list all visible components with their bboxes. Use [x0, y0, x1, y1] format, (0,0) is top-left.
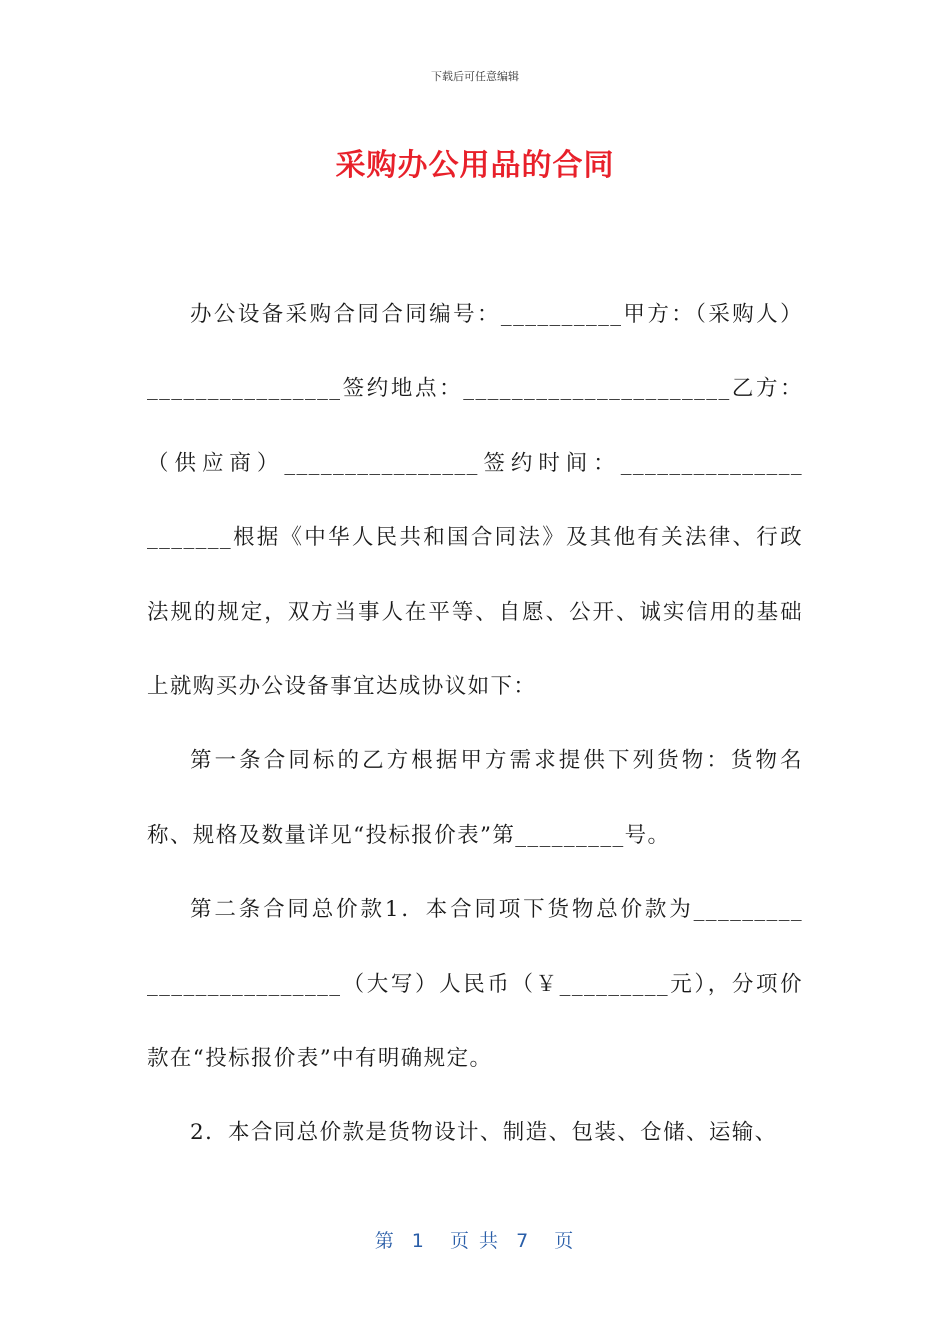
paragraph-article-2: 第二条合同总价款1．本合同项下货物总价款为_________ ________________（大写）人民币（￥_________元），分项价款在“投标报价表”中有明确规定。	[147, 897, 803, 1072]
paragraph-article-1: 第一条合同标的乙方根据甲方需求提供下列货物：货物名称、规格及数量详见“投标报价表”第_________号。	[147, 748, 803, 848]
page-footer: 第 1 页 共 7 页	[374, 1230, 576, 1252]
document-body	[147, 278, 803, 1171]
document-title: 采购办公用品的合同	[335, 148, 615, 183]
paragraph-intro: 办公设备采购合同合同编号：__________甲方：（采购人）________________签约地点：______________________乙方：（供应商）________________签约时间：_______________ _______根据《中华人民共和国合同法》及其他有关法律、行政法规的规定，双方当事人在平等、自愿、公开、诚实信用的基础上就购买办公设备事宜达成协议如下：	[147, 302, 803, 700]
paragraph-article-2-item-2: 2．本合同总价款是货物设计、制造、包装、仓储、运输、	[190, 1120, 778, 1146]
header-note: 下载后可任意编辑	[431, 70, 519, 83]
